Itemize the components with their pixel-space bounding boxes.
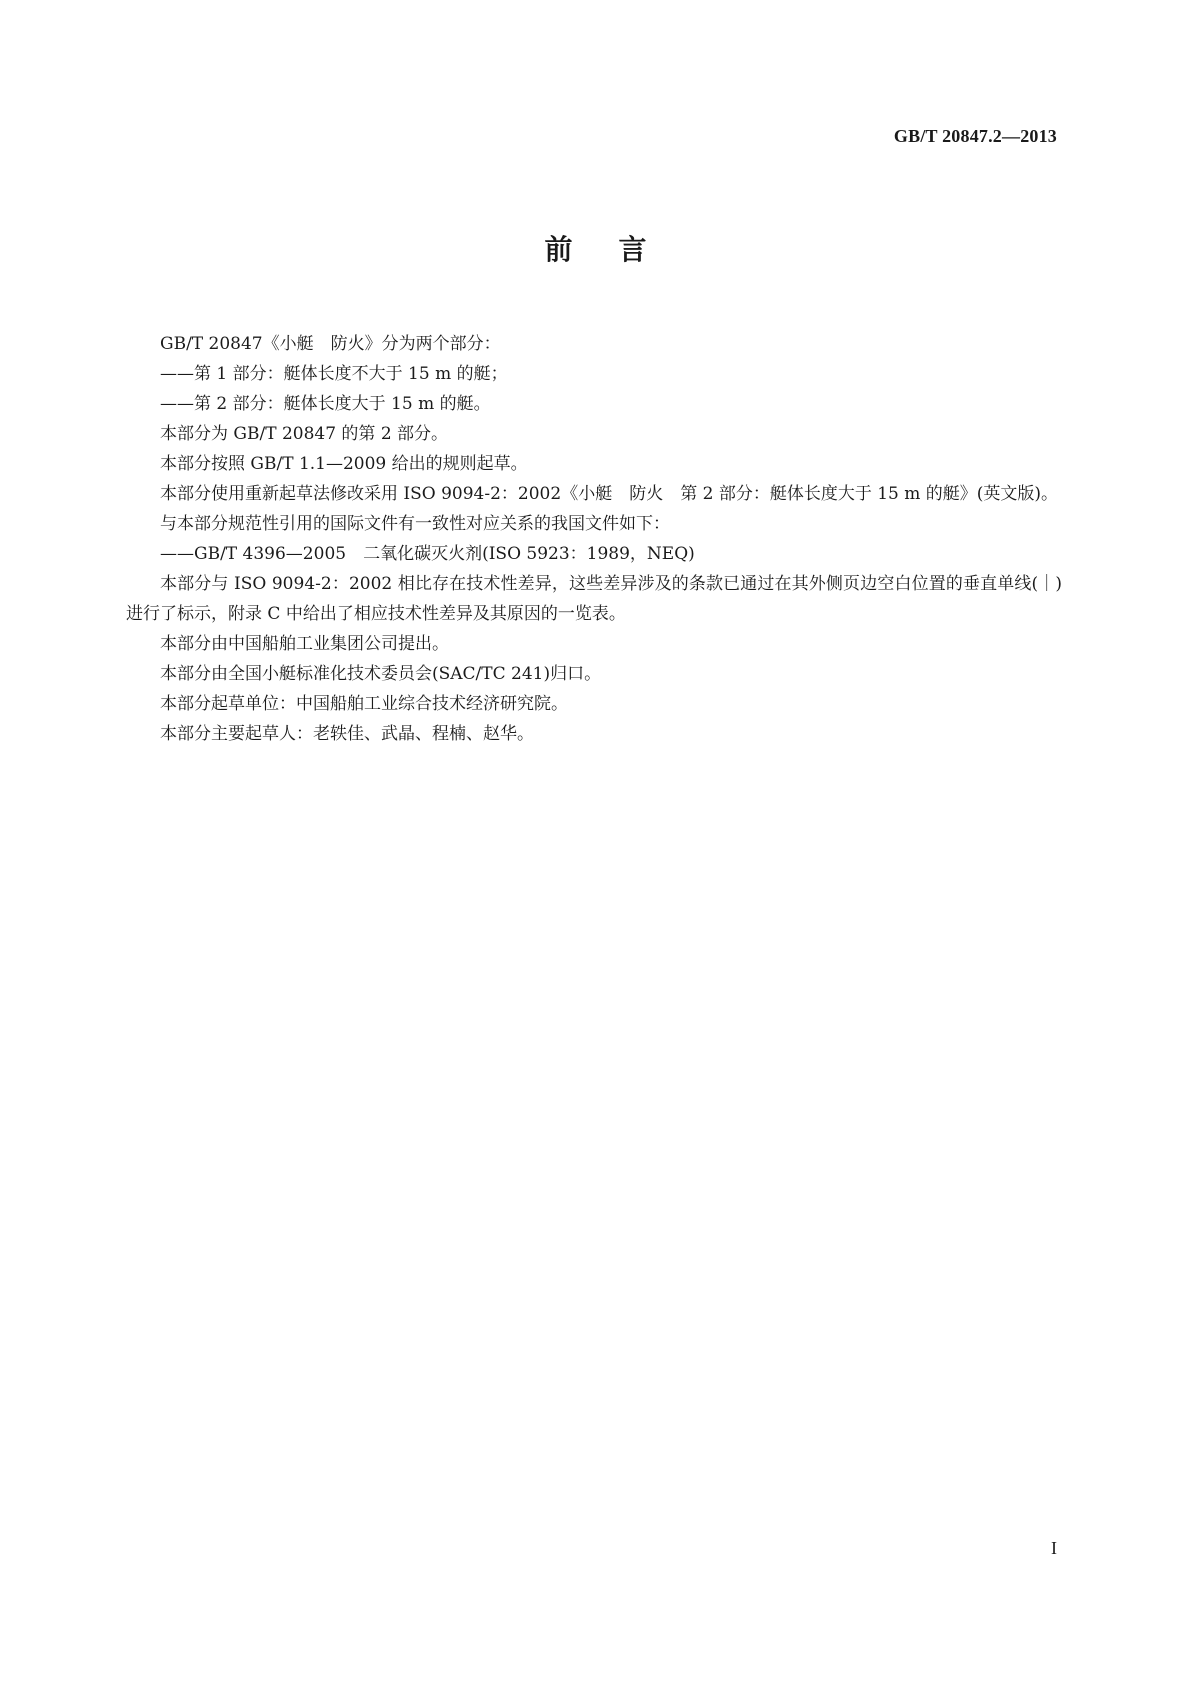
paragraph-part-1: ——第 1 部分：艇体长度不大于 15 m 的艇； (160, 364, 508, 384)
page-number: I (1051, 1538, 1057, 1558)
paragraph-drafting-rules: 本部分按照 GB/T 1.1—2009 给出的规则起草。 (160, 454, 528, 474)
paragraph-drafters: 本部分主要起草人：老轶佳、武晶、程楠、赵华。 (160, 724, 534, 744)
standard-code: GB/T 20847.2—2013 (893, 126, 1057, 146)
paragraph-drafting-unit: 本部分起草单位：中国船舶工业综合技术经济研究院。 (160, 694, 568, 714)
paragraph-part-2: ——第 2 部分：艇体长度大于 15 m 的艇。 (160, 394, 491, 414)
paragraph-adoption: 本部分使用重新起草法修改采用 ISO 9094-2：2002《小艇 防火 第 2 部分：艇体长度大于 15 m 的艇》(英文版)。 (160, 484, 1059, 504)
paragraph-this-part: 本部分为 GB/T 20847 的第 2 部分。 (160, 424, 449, 444)
paragraph-centralized-by: 本部分由全国小艇标准化技术委员会(SAC/TC 241)归口。 (160, 664, 602, 684)
paragraph-references-intro: 与本部分规范性引用的国际文件有一致性对应关系的我国文件如下： (160, 514, 670, 534)
page-title: 前言 (544, 233, 693, 266)
paragraph-parts-intro: GB/T 20847《小艇 防火》分为两个部分： (160, 334, 501, 354)
foreword-body (126, 329, 1062, 749)
paragraph-proposed-by: 本部分由中国船舶工业集团公司提出。 (160, 634, 449, 654)
paragraph-technical-differences: 本部分与 ISO 9094-2：2002 相比存在技术性差异，这些差异涉及的条款已通过在其外侧页边空白位置的垂直单线(｜)进行了标示，附录 C 中给出了相应技术性差异及其原因的一览表。 (126, 574, 1062, 624)
paragraph-reference-item: ——GB/T 4396—2005 二氧化碳灭火剂(ISO 5923：1989，NEQ) (160, 544, 695, 564)
